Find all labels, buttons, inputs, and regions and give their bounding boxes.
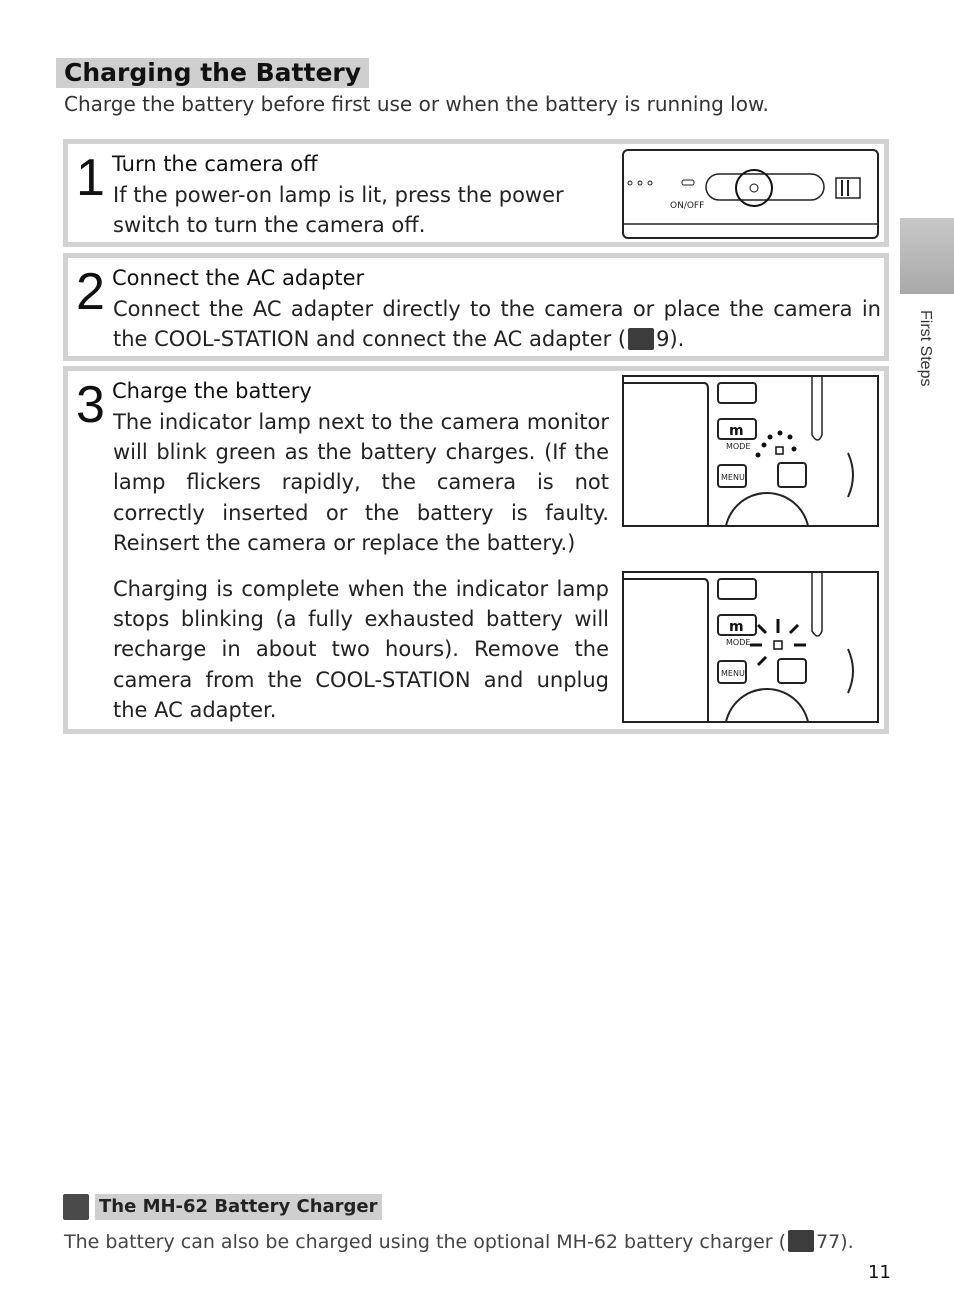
menu-label: MENU xyxy=(721,669,745,678)
camera-back-figure-blinking xyxy=(622,375,880,527)
camera-top-figure xyxy=(622,148,880,240)
page-reference-icon xyxy=(788,1230,814,1252)
step-title: Charge the battery xyxy=(112,379,312,403)
step-1 xyxy=(63,139,889,247)
note-title: The MH-62 Battery Charger xyxy=(95,1194,382,1220)
m-button-label: m xyxy=(729,423,744,439)
page-reference-number: 9 xyxy=(656,327,670,352)
step-number: 1 xyxy=(76,149,105,207)
step-3 xyxy=(63,366,889,734)
note-body-text: The battery can also be charged using the optional MH-62 battery charger ( xyxy=(64,1231,787,1253)
menu-label: MENU xyxy=(721,473,745,482)
step-number: 3 xyxy=(76,376,105,434)
step-2 xyxy=(63,253,889,361)
step-body-text: Connect the AC adapter directly to the camera or place the camera in the COOL-STATION and connect the AC adapter ( xyxy=(113,297,881,352)
intro-text: Charge the battery before first use or when the battery is running low. xyxy=(64,92,769,116)
section-title: Charging the Battery xyxy=(56,58,369,88)
on-off-label: ON/OFF xyxy=(670,201,705,211)
step-body: The indicator lamp next to the camera monitor will blink green as the battery charges. (If the lamp flickers rapidly, the camera is not correctly inserted or the battery is faulty. Reinsert the camera or replace the battery.) xyxy=(113,410,609,555)
step-body xyxy=(113,294,881,354)
page-number: 11 xyxy=(868,1262,891,1283)
step-body-complete: Charging is complete when the indicator lamp stops blinking (a fully exhausted battery will recharge in about two hours). Remove the camera from the COOL-STATION and unplug the AC adapter. xyxy=(113,577,609,722)
step-body: If the power-on lamp is lit, press the power switch to turn the camera off. xyxy=(113,183,564,238)
step-body-text-end: ). xyxy=(669,327,685,352)
page-reference-number: 77 xyxy=(816,1231,841,1253)
chapter-tab xyxy=(900,218,954,294)
step-title: Connect the AC adapter xyxy=(112,266,365,290)
m-button-label: m xyxy=(729,619,744,635)
mode-label: MODE xyxy=(726,638,751,647)
magnifier-note-icon xyxy=(63,1194,89,1220)
chapter-label: First Steps xyxy=(917,310,934,387)
note-body-text-end: ). xyxy=(840,1231,854,1253)
camera-back-figure-steady xyxy=(622,571,880,723)
step-title: Turn the camera off xyxy=(112,152,318,176)
note-body xyxy=(64,1228,884,1256)
note-header xyxy=(63,1194,382,1220)
step-number: 2 xyxy=(76,263,105,321)
page-reference-icon xyxy=(628,328,654,350)
mode-label: MODE xyxy=(726,442,751,451)
